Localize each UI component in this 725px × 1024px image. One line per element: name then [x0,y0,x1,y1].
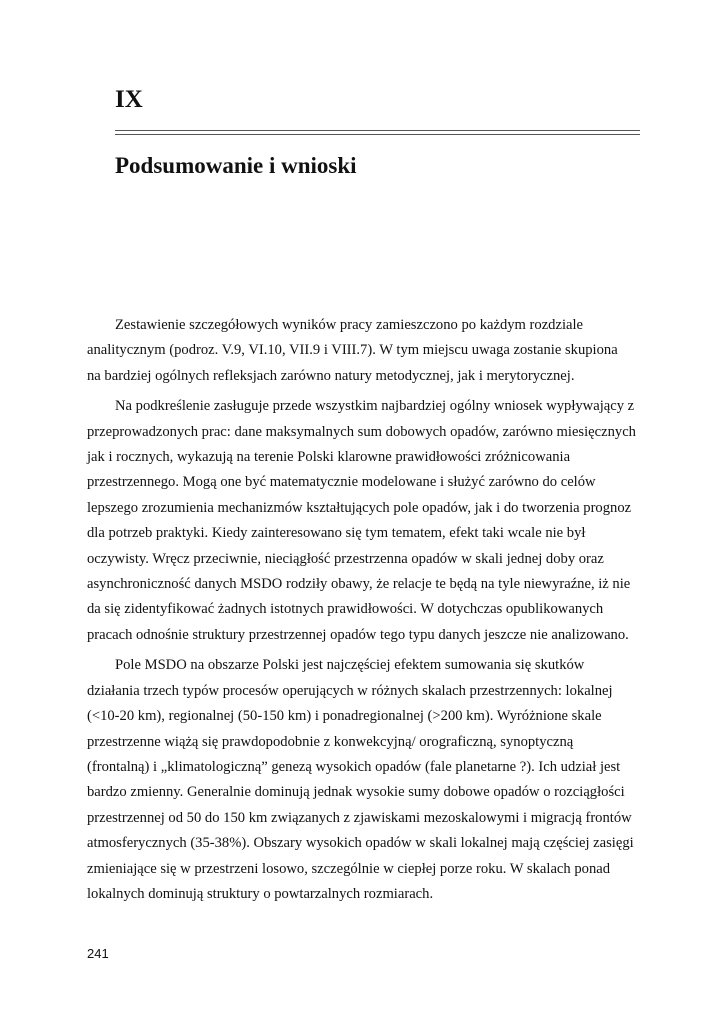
text-line: (<10-20 km), regionalnej (50-150 km) i ponadregionalnej (>200 km). Wyróżnione skale [87,708,602,725]
text-line: przestrzenne wiążą się prawdopodobnie z konwekcyjną/ orograficzną, synoptyczną [87,733,574,750]
text-line: przestrzennej od 50 do 150 km związanych z zjawiskami mezoskalowymi i migracją frontów [87,809,632,826]
text-line: Pole MSDO na obszarze Polski jest najczęściej efektem sumowania się skutków [115,657,585,674]
text-line: pracach odnośnie struktury przestrzennej opadów tego typu danych jeszcze nie analizowano. [87,626,629,643]
chapter-title: Podsumowanie i wnioski [115,153,357,178]
text-line: Na podkreślenie zasługuje przede wszystkim najbardziej ogólny wniosek wypływający z [115,398,635,415]
text-line: oczywisty. Wręcz przeciwnie, nieciągłość przestrzenna opadów w skali jednej doby oraz [87,550,604,567]
text-line: Zestawienie szczegółowych wyników pracy zamieszczono po każdym rozdziale [115,317,584,333]
body-text [87,313,645,912]
text-line: przestrzennego. Mogą one być matematycznie modelowane i służyć zarówno do celów [87,474,596,491]
text-line: analitycznym (podroz. V.9, VI.10, VII.9 i VIII.7). W tym miejscu uwaga zostanie skupiona [87,342,618,359]
paragraph-2 [87,394,645,648]
text-line: dla potrzeb praktyki. Kiedy zainteresowano się tym tematem, efekt taki wcale nie był [87,525,586,542]
text-line: lepszego zrozumienia mechanizmów kształtujących pole opadów, jak i do tworzenia prognoz [87,499,632,516]
page-number: 241 [87,946,109,961]
chapter-divider [115,130,640,135]
text-line: na bardziej ogólnych refleksjach zarówno natury metodycznej, jak i merytorycznej. [87,367,575,384]
text-line: bardzo zmienny. Generalnie dominują jednak wysokie sumy dobowe opadów o rozciągłości [87,784,625,801]
chapter-number: IX [115,86,143,113]
text-line: asynchroniczność danych MSDO rodziły obawy, że relacje te będą na tyle niewyraźne, iż nie [87,576,631,593]
text-line: zmieniające się w przestrzeni losowo, szczególnie w ciepłej porze roku. W skalach ponad [87,860,611,877]
text-line: atmosferycznych (35-38%). Obszary wysokich opadów w skali lokalnej mają częściej zasięgi [87,835,634,852]
text-line: da się zidentyfikować żadnych istotnych prawidłowości. W dotychczas opublikowanych [87,601,604,618]
paragraph-1 [87,313,645,389]
text-line: przeprowadzonych prac: dane maksymalnych sum dobowych opadów, zarówno miesięcznych [87,423,636,440]
text-line: jak i rocznych, wykazują na terenie Polski klarowne prawidłowości zróżnicowania [87,449,571,466]
text-line: (frontalną) i „klimatologiczną” genezą wysokich opadów (fale planetarne ?). Ich udział jest [87,758,621,775]
paragraph-3 [87,653,645,907]
text-line: lokalnych dominują struktury o powtarzalnych rozmiarach. [87,885,434,902]
text-line: działania trzech typów procesów operujących w różnych skalach przestrzennych: lokalnej [87,682,613,699]
